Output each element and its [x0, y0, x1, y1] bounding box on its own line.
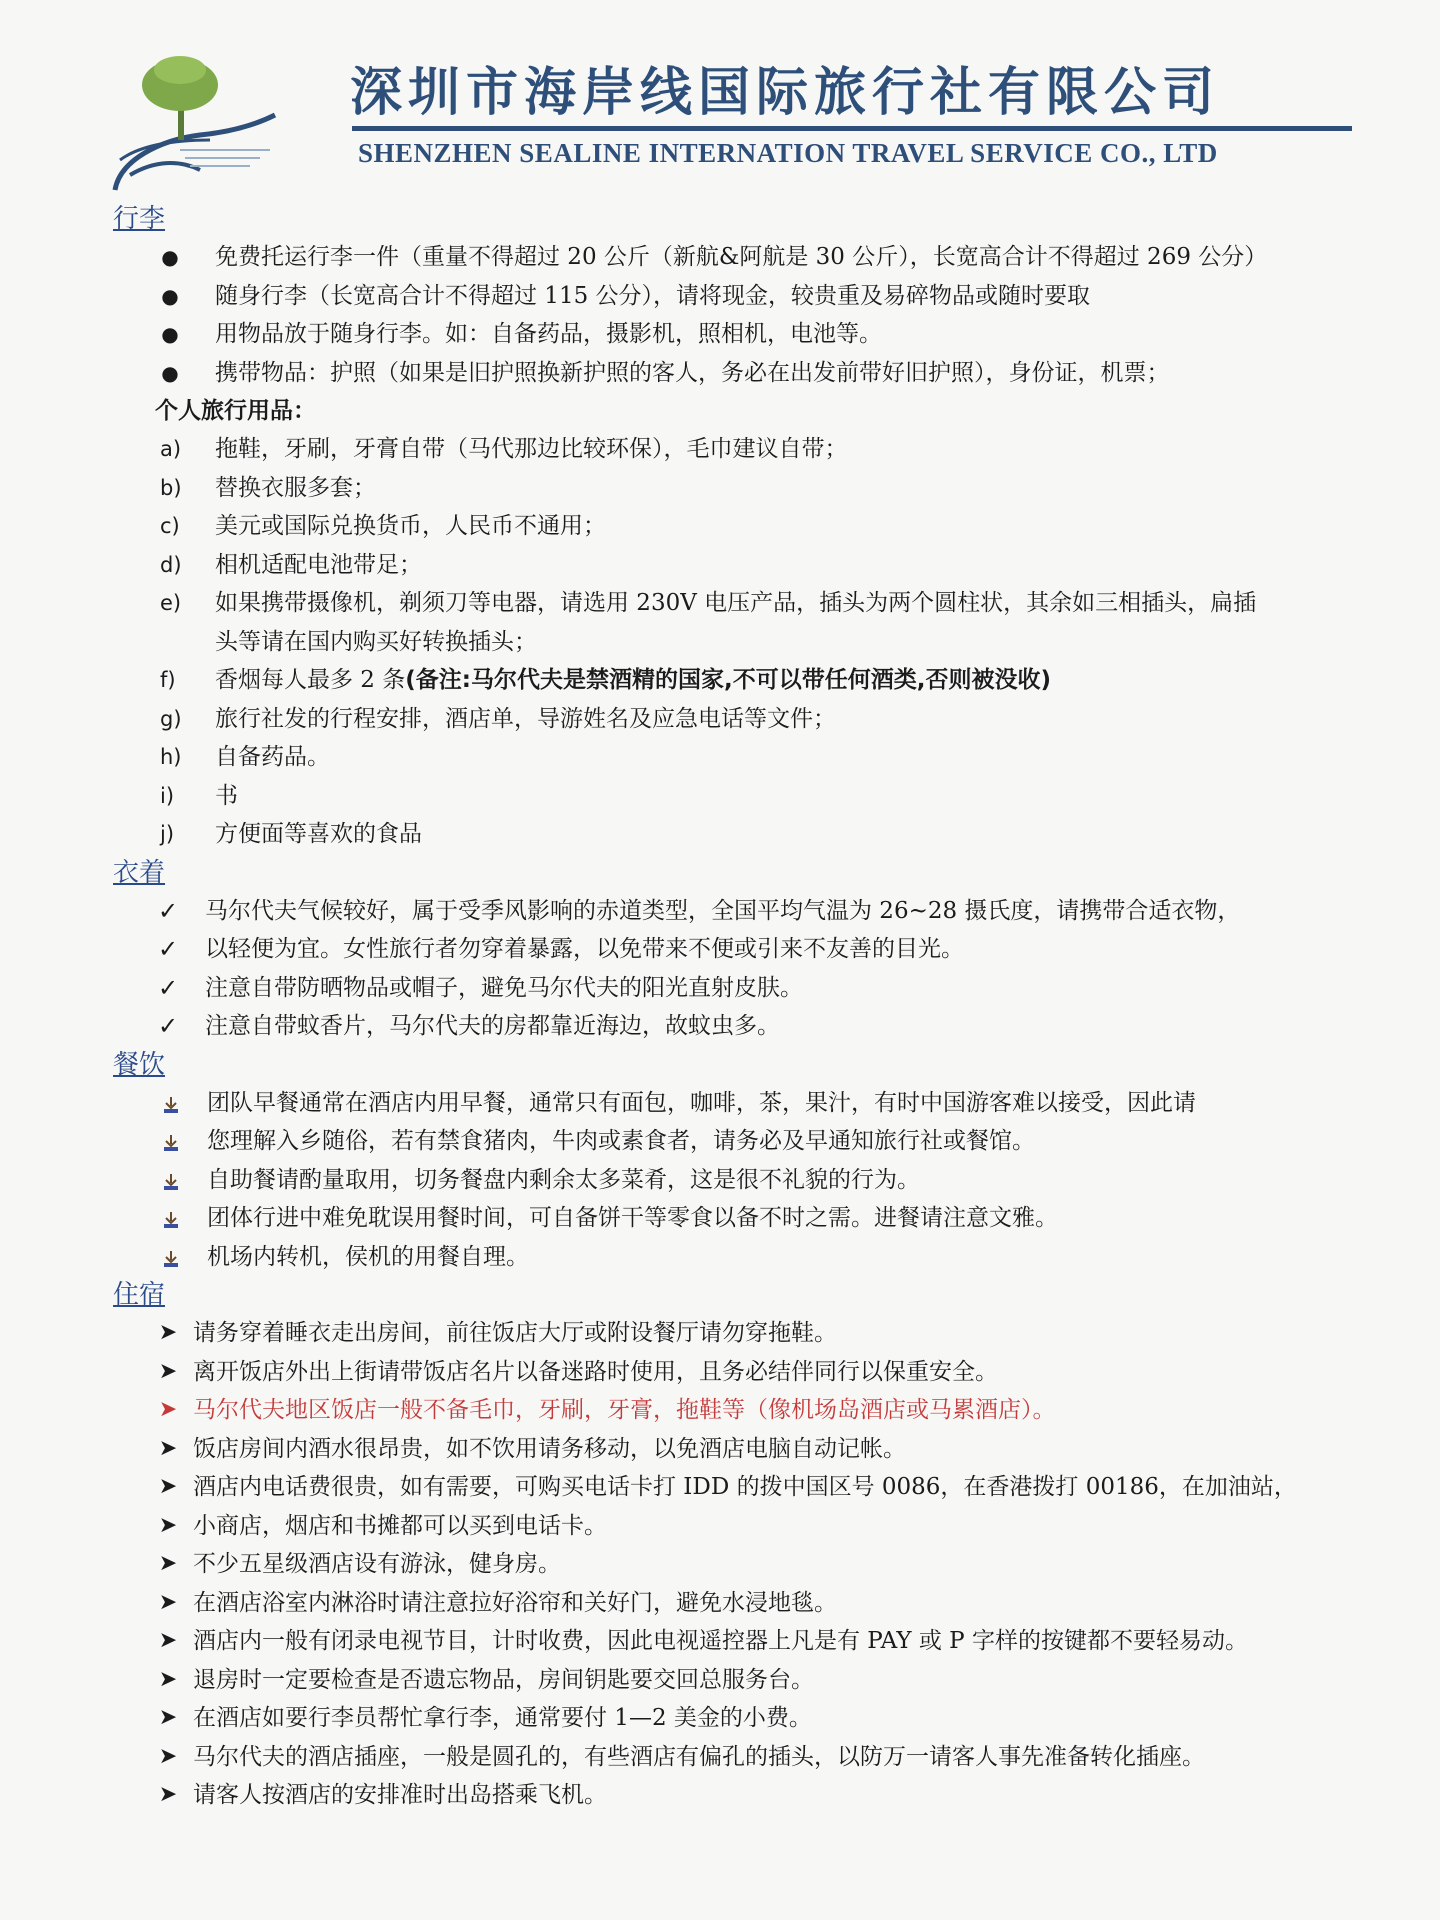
luggage-bullet: ● 随身行李（长宽高合计不得超过 115 公分），请将现金，较贵重及易碎物品或随时要取	[105, 277, 1385, 316]
arrowhead-icon: ➤	[158, 1782, 178, 1807]
personal-items-title: 个人旅行用品：	[155, 398, 316, 424]
dining-item: 团队早餐通常在酒店内用早餐，通常只有面包，咖啡，茶，果汁，有时中国游客难以接受，因此请	[105, 1084, 1385, 1123]
bullet-icon: ●	[161, 283, 179, 308]
lodging-item: ➤ 在酒店浴室内淋浴时请注意拉好浴帘和关好门，避免水浸地毯。	[105, 1584, 1385, 1623]
personal-item: h) 自备药品。	[160, 744, 330, 770]
personal-item: d) 相机适配电池带足；	[160, 551, 422, 578]
checkmark-icon: ✓	[157, 973, 179, 1002]
company-logo-icon	[80, 40, 330, 200]
lodging-item: ➤ 退房时一定要检查是否遗忘物品，房间钥匙要交回总服务台。	[105, 1661, 1385, 1700]
company-name-en: SHENZHEN SEALINE INTERNATION TRAVEL SERVICE CO., LTD	[358, 138, 1218, 168]
arrowhead-icon: ➤	[158, 1358, 178, 1384]
arrowhead-icon: ➤	[158, 1320, 178, 1345]
section-title-luggage: 行李	[113, 204, 166, 234]
clothing-item: ✓ 注意自带蚊香片，马尔代夫的房都靠近海边，故蚊虫多。	[105, 1007, 1385, 1046]
lodging-item: ➤ 请客人按酒店的安排准时出岛搭乘飞机。	[105, 1776, 1385, 1815]
clothing-item: ✓ 注意自带防晒物品或帽子，避免马尔代夫的阳光直射皮肤。	[105, 969, 1385, 1008]
luggage-bullet: ● 用物品放于随身行李。如：自备药品，摄影机，照相机，电池等。	[105, 315, 1385, 354]
arrow-bullet-icon	[163, 1211, 179, 1229]
lodging-item: ➤ 饭店房间内酒水很昂贵，如不饮用请务移动，以免酒店电脑自动记帐。	[105, 1430, 1385, 1469]
personal-item: c) 美元或国际兑换货币，人民币不通用；	[160, 513, 606, 539]
checkmark-icon: ✓	[157, 935, 179, 963]
clothing-item: ✓ 以轻便为宜。女性旅行者勿穿着暴露，以免带来不便或引来不友善的目光。	[105, 930, 1385, 969]
personal-item: i) 书	[160, 782, 238, 809]
dining-item: 机场内转机，侯机的用餐自理。	[105, 1238, 1385, 1277]
dining-item: 团体行进中难免耽误用餐时间，可自备饼干等零食以备不时之需。进餐请注意文雅。	[105, 1199, 1385, 1238]
personal-item: e) 如果携带摄像机，剃须刀等电器，请选用 230V 电压产品，插头为两个圆柱状，其余如三相插头，扁插	[160, 590, 1257, 616]
lodging-item-warning: ➤ 马尔代夫地区饭店一般不备毛巾，牙刷，牙膏，拖鞋等（像机场岛酒店或马累酒店）。	[105, 1391, 1385, 1430]
alcohol-warning: (备注:马尔代夫是禁酒精的国家,不可以带任何酒类,否则被没收)	[405, 667, 1051, 693]
lodging-item: ➤ 酒店内电话费很贵，如有需要，可购买电话卡打 IDD 的拨中国区号 0086，在香港拨打 00186，在加油站，	[105, 1468, 1385, 1507]
personal-item: j) 方便面等喜欢的食品	[160, 821, 422, 847]
lodging-item: ➤ 马尔代夫的酒店插座，一般是圆孔的，有些酒店有偏孔的插头，以防万一请客人事先准备转化插座。	[105, 1738, 1385, 1777]
header-divider	[352, 126, 1352, 131]
luggage-bullet: ● 携带物品：护照（如果是旧护照换新护照的客人，务必在出发前带好旧护照），身份证，机票；	[105, 354, 1385, 393]
luggage-bullet: ● 免费托运行李一件（重量不得超过 20 公斤（新航&阿航是 30 公斤），长宽高合计不得超过 269 公分）	[105, 238, 1385, 277]
personal-item: f) 香烟每人最多 2 条(备注:马尔代夫是禁酒精的国家,不可以带任何酒类,否则被没收)	[160, 667, 1051, 693]
personal-item: a) 拖鞋，牙刷，牙膏自带（马代那边比较环保），毛巾建议自带；	[160, 436, 848, 462]
dining-item: 您理解入乡随俗，若有禁食猪肉，牛肉或素食者，请务必及早通知旅行社或餐馆。	[105, 1122, 1385, 1161]
arrowhead-icon: ➤	[158, 1666, 178, 1692]
lodging-item: ➤ 不少五星级酒店设有游泳，健身房。	[105, 1545, 1385, 1584]
arrowhead-icon: ➤	[158, 1743, 178, 1769]
section-title-lodging: 住宿	[113, 1280, 166, 1310]
arrow-bullet-icon	[163, 1250, 179, 1268]
clothing-item: ✓ 马尔代夫气候较好，属于受季风影响的赤道类型，全国平均气温为 26~28 摄氏度，请携带合适衣物，	[105, 892, 1385, 931]
arrowhead-icon: ➤	[158, 1512, 178, 1538]
notice-content	[105, 200, 1385, 1815]
bullet-icon: ●	[161, 322, 179, 346]
arrowhead-icon: ➤	[158, 1705, 178, 1730]
arrowhead-icon: ➤	[158, 1435, 178, 1461]
lodging-item: ➤ 离开饭店外出上街请带饭店名片以备迷路时使用，且务必结伴同行以保重安全。	[105, 1353, 1385, 1392]
arrow-bullet-icon	[163, 1173, 179, 1191]
checkmark-icon: ✓	[157, 1012, 179, 1040]
arrowhead-icon: ➤	[158, 1589, 178, 1615]
lodging-item: ➤ 小商店，烟店和书摊都可以买到电话卡。	[105, 1507, 1385, 1546]
lodging-item: ➤ 在酒店如要行李员帮忙拿行李，通常要付 1—2 美金的小费。	[105, 1699, 1385, 1738]
bullet-icon: ●	[161, 360, 179, 385]
checkmark-icon: ✓	[157, 896, 179, 925]
letterhead	[80, 30, 1380, 200]
arrow-bullet-icon	[163, 1134, 179, 1152]
arrowhead-icon: ➤	[158, 1628, 178, 1653]
lodging-item: ➤ 请务穿着睡衣走出房间，前往饭店大厅或附设餐厅请勿穿拖鞋。	[105, 1314, 1385, 1353]
arrowhead-icon: ➤	[158, 1474, 178, 1499]
bullet-icon: ●	[161, 245, 179, 269]
dining-item: 自助餐请酌量取用，切务餐盘内剩余太多菜肴，这是很不礼貌的行为。	[105, 1161, 1385, 1200]
personal-item: b) 替换衣服多套；	[160, 474, 376, 501]
arrowhead-icon: ➤	[158, 1551, 178, 1576]
arrowhead-icon: ➤	[158, 1397, 178, 1422]
arrow-bullet-icon	[163, 1096, 179, 1114]
personal-item: g) 旅行社发的行程安排，酒店单，导游姓名及应急电话等文件；	[160, 705, 836, 732]
company-name-cn: 深圳市海岸线国际旅行社有限公司	[350, 63, 1221, 123]
personal-item-continuation: 头等请在国内购买好转换插头；	[215, 628, 537, 655]
lodging-item: ➤ 酒店内一般有闭录电视节目，计时收费，因此电视遥控器上凡是有 PAY 或 P 字样的按键都不要轻易动。	[105, 1622, 1385, 1661]
section-title-clothing: 衣着	[113, 857, 166, 888]
section-title-dining: 餐饮	[113, 1049, 166, 1080]
